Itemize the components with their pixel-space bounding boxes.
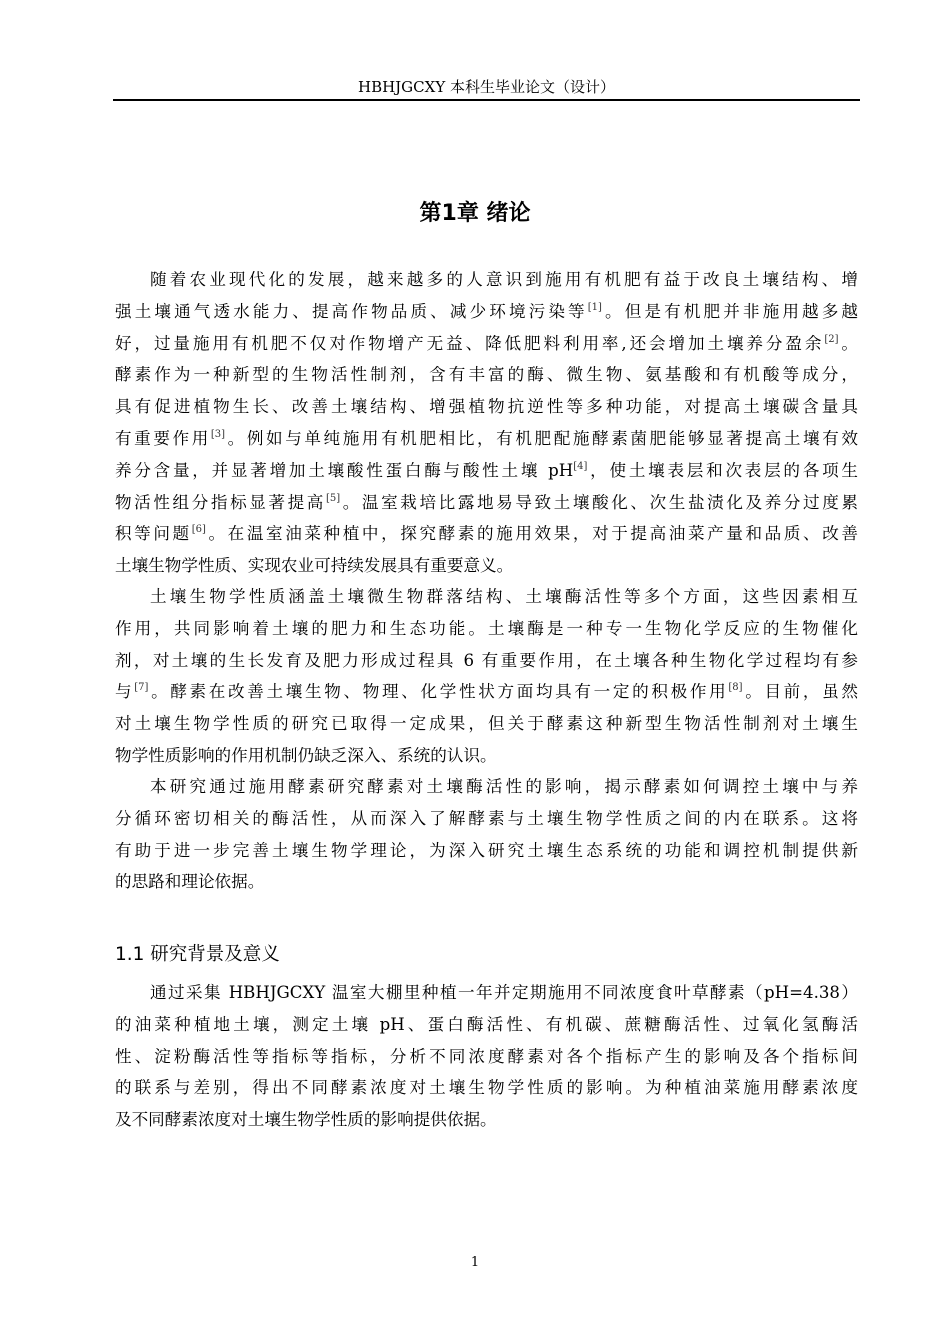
paragraph [115, 977, 858, 1136]
text-segment: 有助于进一步完善土壤生物学理论，为深入研究土壤生态系统的功能和调控机制提供新 [115, 840, 858, 860]
citation-ref: [2] [824, 333, 839, 345]
text-line [115, 1072, 858, 1104]
text-segment: 具有促进植物生长、改善土壤结构、增强植物抗逆性等多种功能，对提高土壤碳含量具 [115, 397, 858, 417]
text-segment: 本研究通过施用酵素研究酵素对土壤酶活性的影响，揭示酵素如何调控土壤中与养 [150, 777, 858, 796]
text-segment: 强土壤通气透水能力、提高作物品质、减少环境污染等 [115, 301, 588, 321]
text-line [115, 676, 858, 708]
text-line [115, 771, 858, 803]
section-heading: 1.1 研究背景及意义 [115, 944, 280, 965]
text-segment: 土壤生物学性质涵盖土壤微生物群落结构、土壤酶活性等多个方面，这些因素相互 [150, 587, 858, 606]
text-line [115, 803, 858, 835]
text-segment: 通过采集 HBHJGCXY 温室大棚里种植一年并定期施用不同浓度食叶草酵素（pH=4.38） [150, 983, 858, 1002]
text-segment: 。在温室油菜种植中，探究酵素的施用效果，对于提高油菜产量和品质、改善 [205, 524, 858, 544]
text-segment: 。 [838, 333, 858, 353]
text-line [115, 1009, 858, 1041]
text-segment: 好，过量施用有机肥不仅对作物增产无益、降低肥料利用率,还会增加土壤养分盈余 [115, 333, 825, 353]
citation-ref: [5] [325, 492, 341, 504]
text-line [115, 296, 858, 328]
text-segment: 土壤生物学性质、实现农业可持续发展具有重要意义。 [115, 556, 514, 576]
text-segment: 。酵素在改善土壤生物、物理、化学性状方面均具有一定的积极作用 [148, 682, 729, 702]
text-line [115, 264, 858, 296]
text-line [115, 866, 858, 898]
text-segment: 酵素作为一种新型的生物活性制剂，含有丰富的酶、微生物、氨基酸和有机酸等成分， [115, 365, 858, 385]
text-segment: 对土壤生物学性质的研究已取得一定成果，但关于酵素这种新型生物活性制剂对土壤生 [115, 714, 858, 734]
text-line [115, 518, 858, 550]
text-segment: 物活性组分指标显著提高 [115, 492, 326, 512]
text-line [115, 423, 858, 455]
text-line [115, 708, 858, 740]
text-segment: 。温室栽培比露地易导致土壤酸化、次生盐渍化及养分过度累 [340, 492, 859, 512]
text-segment: 的思路和理论依据。 [115, 872, 265, 892]
text-segment: 有重要作用 [115, 428, 211, 448]
text-segment: 剂，对土壤的生长发育及肥力形成过程具 6 有重要作用，在土壤各种生物化学过程均有参 [115, 650, 858, 670]
text-line [115, 835, 858, 867]
paragraph [115, 771, 858, 898]
text-line [115, 359, 858, 391]
text-segment: 随着农业现代化的发展，越来越多的人意识到施用有机肥有益于改良土壤结构、增 [150, 270, 858, 289]
citation-ref: [7] [134, 682, 149, 694]
text-segment: 性、淀粉酶活性等指标等指标，分析不同浓度酵素对各个指标产生的影响及各个指标间 [115, 1046, 858, 1066]
text-segment: 养分含量，并显著增加土壤酸性蛋白酶与酸性土壤 pH [115, 460, 574, 480]
text-line [115, 455, 858, 487]
text-segment: 的油菜种植地土壤，测定土壤 pH、蛋白酶活性、有机碳、蔗糖酶活性、过氧化氢酶活 [115, 1014, 858, 1034]
text-line [115, 487, 858, 519]
text-line [115, 1104, 858, 1136]
paragraph [115, 581, 858, 772]
header-divider [113, 99, 860, 101]
text-line [115, 1041, 858, 1073]
text-segment: 。目前，虽然 [742, 682, 859, 702]
text-segment: 的联系与差别，得出不同酵素浓度对土壤生物学性质的影响。为种植油菜施用酵素浓度 [115, 1078, 858, 1098]
citation-ref: [6] [191, 524, 206, 536]
text-line [115, 391, 858, 423]
text-line [115, 613, 858, 645]
chapter-title: 第1章 绪论 [419, 201, 531, 226]
paragraph [115, 264, 858, 582]
page-header: HBHJGCXY 本科生毕业论文（设计） [357, 78, 615, 96]
text-segment: 分循环密切相关的酶活性，从而深入了解酵素与土壤生物学性质之间的内在联系。这将 [115, 808, 858, 828]
citation-ref: [8] [728, 682, 743, 694]
text-line [115, 740, 858, 772]
text-line [115, 328, 858, 360]
citation-ref: [1] [587, 301, 602, 313]
text-line [115, 645, 858, 677]
citation-ref: [4] [573, 460, 588, 472]
text-segment: 与 [115, 682, 135, 702]
text-segment: 物学性质影响的作用机制仍缺乏深入、系统的认识。 [115, 745, 497, 765]
text-segment: 及不同酵素浓度对土壤生物学性质的影响提供依据。 [115, 1110, 497, 1130]
text-segment: ，使土壤表层和次表层的各项生 [587, 460, 858, 480]
text-segment: 。但是有机肥并非施用越多越 [601, 301, 859, 321]
text-segment: 积等问题 [115, 524, 192, 544]
text-line [115, 550, 858, 582]
text-segment: 。例如与单纯施用有机肥相比，有机肥配施酵素菌肥能够显著提高土壤有效 [225, 428, 859, 448]
text-line [115, 581, 858, 613]
text-segment: 作用，共同影响着土壤的肥力和生态功能。土壤酶是一种专一生物化学反应的生物催化 [115, 618, 858, 638]
citation-ref: [3] [210, 428, 226, 440]
text-line [115, 977, 858, 1009]
page-number: 1 [470, 1255, 480, 1270]
